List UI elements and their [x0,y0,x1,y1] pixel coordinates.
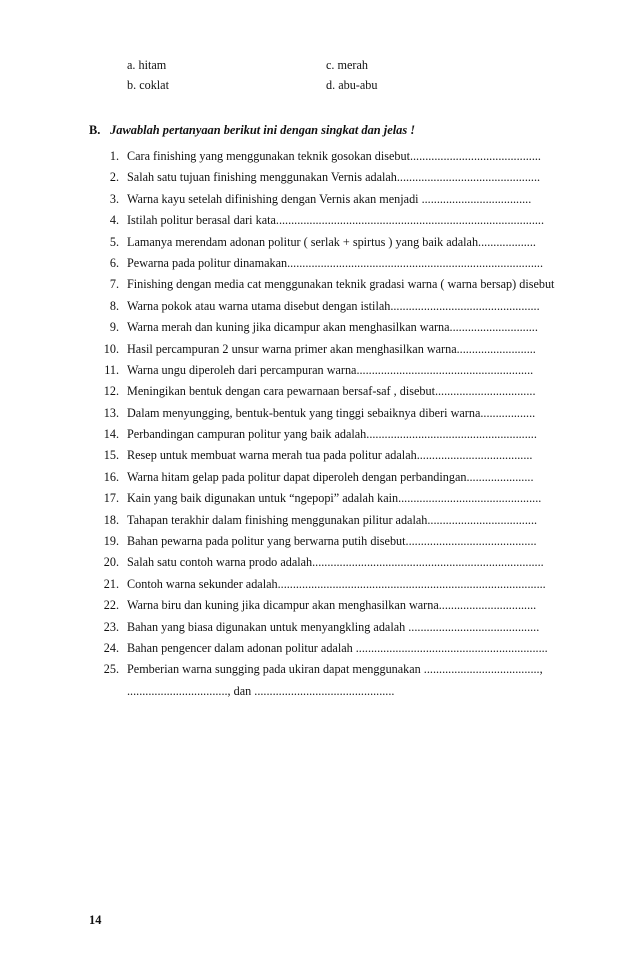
question-number: 13. [103,405,119,420]
question-number: 14. [103,427,119,442]
question-text: Warna ungu diperoleh dari percampuran warna.......................................................... [127,362,534,377]
question-number: 5. [109,234,119,249]
question-item [0,620,639,641]
question-item [0,577,639,598]
question-item [0,384,639,405]
question-continuation [0,684,639,704]
question-item [0,513,639,534]
question-item [0,427,639,448]
question-item [0,641,639,662]
page-number: 14 [89,913,102,927]
question-item [0,534,639,555]
question-text: Pemberian warna sungging pada ukiran dapat menggunakan ......................................, [127,662,543,677]
question-text: Bahan yang biasa digunakan untuk menyangkling adalah ........................................... [127,619,540,634]
question-number: 18. [103,512,119,527]
options-row-2 [127,78,427,98]
question-number: 1. [109,149,119,163]
question-number: 22. [103,598,119,613]
option-b: b. coklat [127,78,169,92]
section-letter: B. [89,123,101,137]
question-text: Resep untuk membuat warna merah tua pada politur adalah...................................... [127,448,533,463]
question-item [0,342,639,363]
question-item [0,598,639,619]
question-text: Cara finishing yang menggunakan teknik gosokan disebut........................................... [127,149,541,163]
question-item [0,662,639,683]
question-number: 20. [103,555,119,570]
question-text: Salah satu tujuan finishing menggunakan Vernis adalah............................................... [127,170,541,185]
question-text: Warna biru dan kuning jika dicampur akan menghasilkan warna................................ [127,598,537,613]
question-text: Bahan pengencer dalam adonan politur adalah ............................................................... [127,640,548,655]
question-text: Warna kayu setelah difinishing dengan Vernis akan menjadi .................................... [127,191,532,206]
question-number: 8. [109,298,119,313]
question-text: Warna pokok atau warna utama disebut dengan istilah................................................. [127,298,540,313]
question-text: Pewarna pada politur dinamakan.................................................................................... [127,255,544,270]
question-item [0,213,639,234]
question-text: Lamanya merendam adonan politur ( serlak + spirtus ) yang baik adalah................... [127,234,536,249]
question-text: Bahan pewarna pada politur yang berwarna putih disebut........................................... [127,534,537,549]
question-item [0,256,639,277]
question-text: Dalam menyungging, bentuk-bentuk yang tinggi sebaiknya diberi warna.................. [127,405,536,420]
answer-options [127,58,427,98]
question-item [0,235,639,256]
question-item [0,299,639,320]
option-d: d. abu-abu [326,78,378,92]
question-item [0,320,639,341]
question-text: Meningikan bentuk dengan cara pewarnaan bersaf-saf , disebut................................. [127,384,536,399]
question-text: Hasil percampuran 2 unsur warna primer akan menghasilkan warna.......................... [127,341,536,356]
question-number: 12. [103,384,119,399]
question-text: Contoh warna sekunder adalah........................................................................................ [127,576,546,591]
question-text: Warna hitam gelap pada politur dapat diperoleh dengan perbandingan...................... [127,469,534,484]
options-row-1 [127,58,427,78]
question-number: 24. [103,640,119,655]
question-number: 25. [103,662,119,677]
question-number: 19. [103,534,119,549]
question-list [0,149,639,704]
question-text: Finishing dengan media cat menggunakan teknik gradasi warna ( warna bersap) disebut [127,277,555,292]
question-number: 11. [104,362,119,377]
question-item [0,448,639,469]
question-item [0,170,639,191]
continuation-text: ................................., dan .............................................. [127,683,395,698]
question-number: 23. [103,619,119,634]
question-number: 6. [109,255,119,270]
question-item [0,149,639,170]
section-heading [89,123,415,138]
question-text: Istilah politur berasal dari kata........................................................................................ [127,213,545,228]
option-a: a. hitam [127,58,167,72]
section-title: Jawablah pertanyaan berikut ini dengan singkat dan jelas ! [110,123,416,137]
question-number: 17. [103,491,119,506]
question-item [0,192,639,213]
question-number: 16. [103,469,119,484]
question-number: 10. [103,341,119,356]
question-item [0,555,639,576]
question-item [0,491,639,512]
question-text: Perbandingan campuran politur yang baik adalah........................................................ [127,427,537,442]
question-number: 9. [109,320,119,335]
question-text: Kain yang baik digunakan untuk “ngepopi” adalah kain............................................... [127,491,542,506]
option-c: c. merah [326,58,368,72]
question-text: Salah satu contoh warna prodo adalah............................................................................ [127,555,544,570]
question-text: Warna merah dan kuning jika dicampur akan menghasilkan warna............................. [127,320,538,335]
question-number: 21. [103,576,119,591]
question-item [0,277,639,298]
question-text: Tahapan terakhir dalam finishing menggunakan pilitur adalah.................................... [127,512,538,527]
question-number: 2. [109,170,119,185]
question-item [0,363,639,384]
question-number: 3. [109,191,119,206]
question-item [0,470,639,491]
question-number: 4. [109,213,119,228]
question-number: 15. [103,448,119,463]
question-item [0,406,639,427]
question-number: 7. [109,277,119,292]
